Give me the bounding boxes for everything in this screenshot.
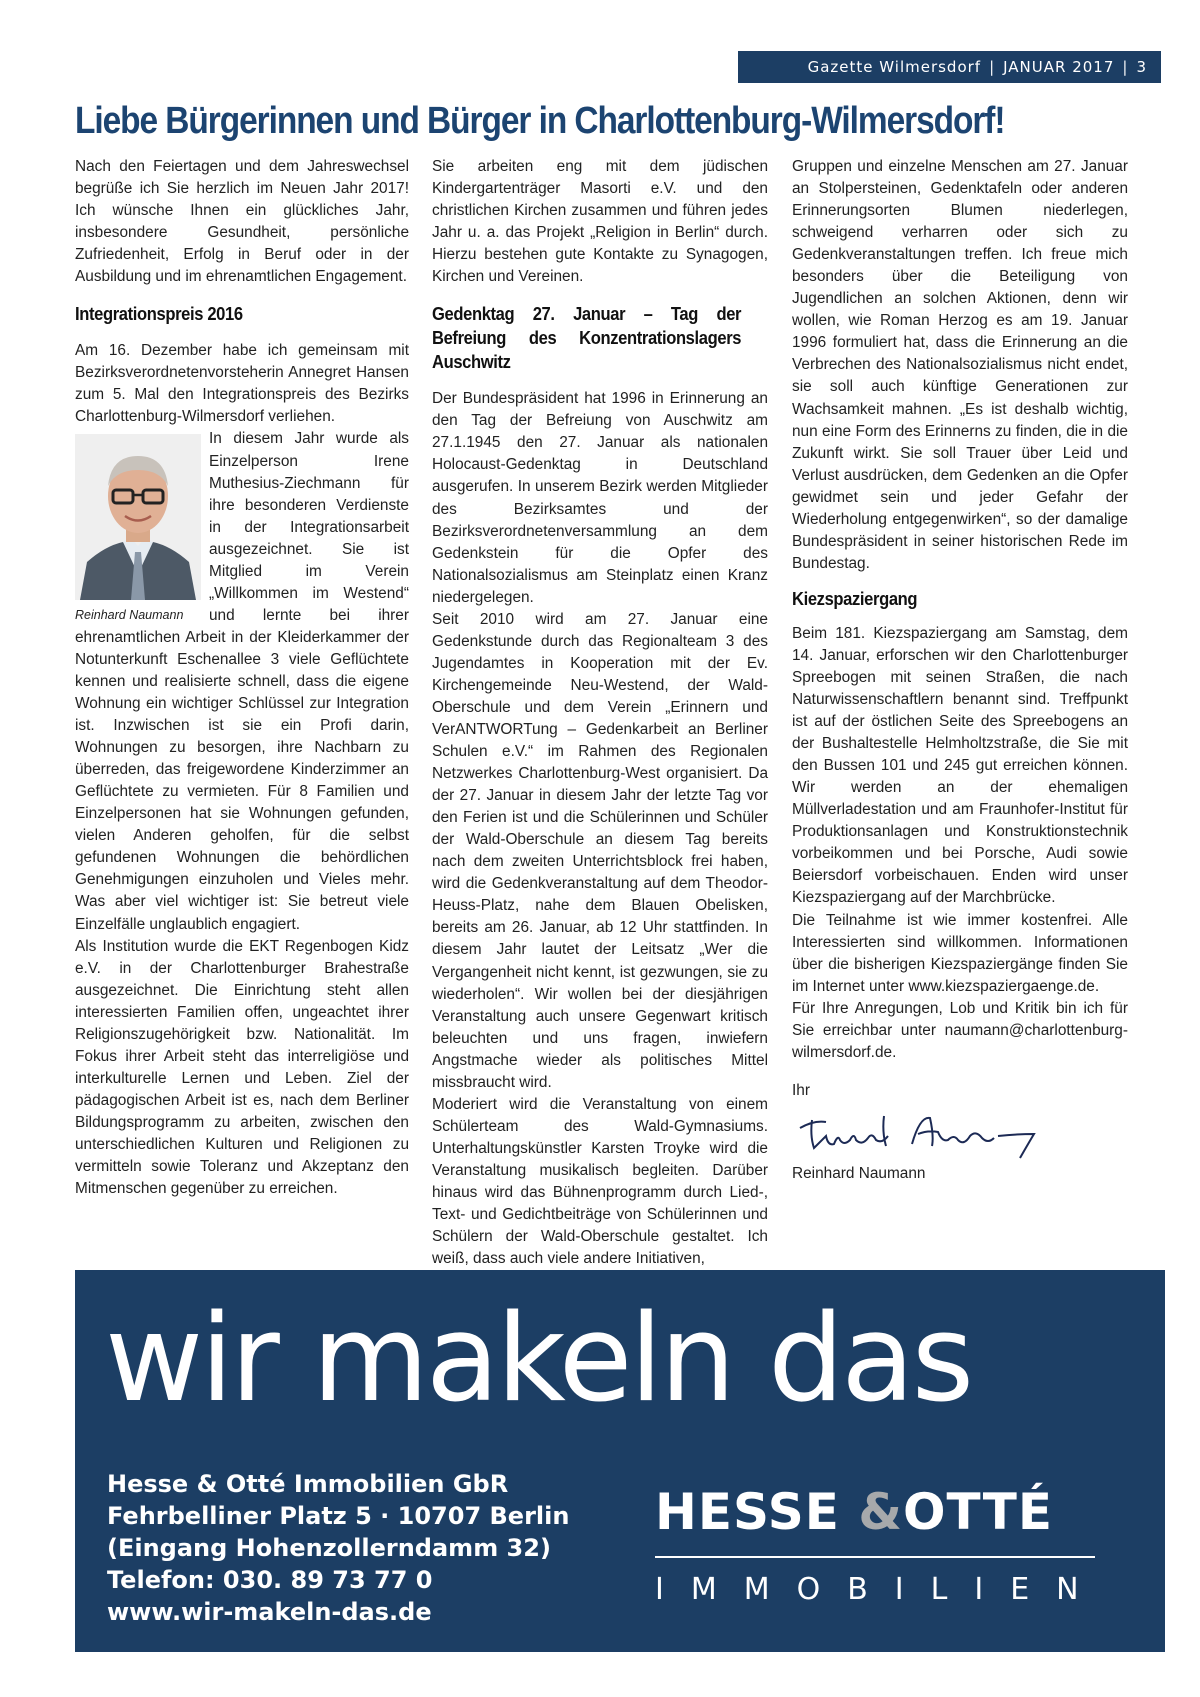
integrationspreis-winner-paragraph: In diesem Jahr wurde als Einzelperson Irene Muthesius-Ziechmann für ihre besonderen Verdienste in der Integrationsarbeit ausgezeichnet. Sie ist Mitglied im Verein „Willkommen im Westend“ und lernte bei ihrer ehrenamtlichen Arbeit in der Kleiderkammer der Notunterkunft Eschenallee 3 viele Geflüchtete kennen und realisierte schnell, dass die eigene Wohnung ein wichtiger Schlüssel zur Integration ist. Inzwischen ist sie ein Profi darin, Wohnungen zu besorgen, ihre Nachbarn zu überreden, das freigewordene Kinderzimmer an Geflüchtete zu vermieten. Für 8 Familien und Einzelpersonen hat sie Wohnungen gefunden, vielen Anderen geholfen, für die selbst gefundenen Wohnungen die behördlichen Genehmigungen einzuholen und Vieles mehr. Was aber viel wichtiger ist: Sie betreut viele Einzelfälle unglaublich engagiert. (75, 430, 409, 933)
closing-text: Ihr (792, 1081, 810, 1099)
handwritten-signature (792, 1106, 1042, 1161)
column-1 (75, 156, 409, 1200)
section-heading-kiezspaziergang: Kiezspaziergang (792, 588, 918, 609)
page-headline: Liebe Bürgerinnen und Bürger in Charlottenburg-Wilmersdorf! (75, 100, 1005, 142)
section-heading-integrationspreis: Integrationspreis 2016 (75, 304, 243, 325)
ad-phone: Telefon: 030. 89 73 77 0 (107, 1566, 433, 1594)
section-heading-gedenktag: Gedenktag 27. Januar – Tag der Befreiung des Konzentrationslagers Auschwitz (432, 304, 742, 373)
ad-address-block (107, 1468, 569, 1628)
logo-ampersand: & (858, 1483, 903, 1541)
teilnahme-paragraph: Die Teilnahme ist wie immer kostenfrei. Alle Interessierten sind willkommen. Informationen über die bisherigen Kiezspaziergänge finden Sie im Internet unter www.kiezspaziergaenge.de. (792, 911, 1128, 995)
ad-company-name: Hesse & Otté Immobilien GbR (107, 1470, 509, 1498)
integrationspreis-institution-paragraph: Als Institution wurde die EKT Regenbogen Kidz e.V. in der Charlottenburger Brahestraße ausgezeichnet. Die Einrichtung steht allen interessierten Familien offen, ungeachtet ihrer Religionszugehörigkeit bzw. Nationalität. Im Fokus ihrer Arbeit steht das interreligiöse und interkulturelle Lernen und Leben. Ziel der pädagogischen Arbeit ist es, nach dem Berliner Bildungsprogramm zu arbeiten, zwischen den unterschiedlichen Kulturen und Religionen zu vermitteln sowie Toleranz und Akzeptanz den Mitmenschen gegenüber zu erreichen. (75, 937, 409, 1198)
signature-block (792, 1080, 1128, 1185)
ad-slogan: wir makeln das (105, 1290, 972, 1429)
author-name: Reinhard Naumann (792, 1164, 926, 1182)
header-separator: | (1122, 58, 1129, 76)
portrait-caption: Reinhard Naumann (75, 608, 184, 623)
column-3 (792, 156, 1128, 1185)
page-number: 3 (1136, 58, 1147, 76)
logo-word-hesse: HESSE (655, 1483, 840, 1541)
kontakt-paragraph: Für Ihre Anregungen, Lob und Kritik bin ich für Sie erreichbar unter naumann@charlottenburg-wilmersdorf.de. (792, 999, 1128, 1061)
moderation-paragraph: Moderiert wird die Veranstaltung von einem Schülerteam des Wald-Gymnasiums. Unterhaltungskünstler Karsten Troyke wird die Veranstaltung musikalisch begleiten. Darüber hinaus wird das Bühnenprogramm durch Lied-, Text- und Gedichtbeiträge von Schülerinnen und Schülern der Wald-Oberschule gestaltet. Ich weiß, dass auch viele andere Initiativen, (432, 1095, 768, 1268)
column-2 (432, 156, 768, 1270)
portrait-figure (75, 434, 201, 624)
ad-entrance-note: (Eingang Hohenzollerndamm 32) (107, 1534, 551, 1562)
gedenkstunde-paragraph: Seit 2010 wird am 27. Januar eine Gedenkstunde durch das Regionalteam 3 des Jugendamtes in Kooperation mit der Ev. Kirchengemeinde Neu-Westend, der Wald-Oberschule und dem Verein „Erinnern und VerANTWORTung – Gedenkarbeit an Berliner Schulen e.V.“ im Rahmen des Regionalen Netzwerkes Charlottenburg-West organisiert. Da der 27. Januar in diesem Jahr der letzte Tag vor den Ferien ist und die Schülerinnen und Schüler der Wald-Oberschule an diesem Tag bereits nach dem zweiten Unterrichtsblock frei haben, wird die Gedenkveranstaltung auf dem Theodor-Heuss-Platz, nahe dem Blauen Obelisken, bereits am 26. Januar, ab 12 Uhr stattfinden. In diesem Jahr lautet der Leitsatz „Wer die Vergangenheit nicht kennt, ist gezwungen, sie zu wiederholen“. Wir wollen bei der diesjährigen Veranstaltung auch unsere Gegenwart kritisch beleuchten und uns fragen, inwiefern Angstmache wieder als politisches Mittel missbraucht wird. (432, 610, 768, 1091)
erinnerung-paragraph: Gruppen und einzelne Menschen am 27. Januar an Stolpersteinen, Gedenktafeln oder anderen Erinnerungsorten Blumen niederlegen, schweigend verharren oder sich zu Gedenkveranstaltungen treffen. Ich freue mich besonders über die Beteiligung von Jugendlichen an solchen Aktionen, denn wir wollen, wie Roman Herzog es am 19. Januar 1996 formuliert hat, dass die Erinnerung an die Verbrechen des Nationalsozialismus nicht endet, sie soll auch künftige Generationen zur Wachsamkeit mahnen. „Es ist deshalb wichtig, nun eine Form des Erinnerns zu finden, die in die Zukunft wirkt. Sie soll Trauer über Leid und Verlust ausdrücken, dem Gedenken an die Opfer gewidmet sein und jeder Gefahr der Wiederholung entgegenwirken“, so der damalige Bundespräsident in seiner historischen Rede im Bundestag. (792, 158, 1128, 572)
portrait-photo (75, 434, 201, 600)
logo-word-otte: OTTÉ (902, 1483, 1053, 1541)
logo-divider (655, 1556, 1095, 1558)
intro-paragraph: Sie arbeiten eng mit dem jüdischen Kindergartenträger Masorti e.V. und den christlichen Kirchen zusammen und führen jedes Jahr u. a. das Projekt „Religion in Berlin“ durch. Hierzu bestehen gute Kontakte zu Synagogen, Kirchen und Vereinen. (432, 158, 768, 286)
publication-name: Gazette Wilmersdorf (807, 58, 982, 76)
company-logo (655, 1483, 1106, 1608)
header-separator: | (989, 58, 996, 76)
integrationspreis-paragraph: Am 16. Dezember habe ich gemeinsam mit Bezirksverordnetenvorsteherin Annegret Hansen zum 5. Mal den Integrationspreis des Bezirks Charlottenburg-Wilmersdorf verliehen. (75, 342, 409, 426)
gedenktag-paragraph: Der Bundespräsident hat 1996 in Erinnerung an den Tag der Befreiung von Auschwitz am 27.1.1945 den 27. Januar als nationalen Holocaust-Gedenktag in Deutschland ausgerufen. In unserem Bezirk werden Mitglieder des Bezirksamtes und der Bezirksverordnetenversammlung an dem Gedenkstein für die Opfer des Nationalsozialismus am Steinplatz einen Kranz niedergelegen. (432, 390, 768, 606)
page-header-bar (738, 51, 1161, 83)
ad-street-address: Fehrbelliner Platz 5 · 10707 Berlin (107, 1502, 570, 1530)
logo-wordmark (655, 1484, 1095, 1540)
kiezspaziergang-paragraph: Beim 181. Kiezspaziergang am Samstag, dem 14. Januar, erforschen wir den Charlottenburger Spreebogen mit seinen Straßen, die nach Naturwissenschaftlern benannt sind. Treffpunkt ist auf der östlichen Seite des Spreebogens an der Bushaltestelle Helmholtzstraße, die Sie mit den Bussen 101 und 245 gut erreichen können. Wir werden an der ehemaligen Müllverladestation und am Fraunhofer-Institut für Produktionsanlagen und Konstruktionstechnik vorbeikommen und bei Porsche, Audi sowie Beiersdorf vorbeischauen. Enden wird unser Kiezspaziergang auf der Marchbrücke. (792, 624, 1128, 907)
intro-paragraph: Nach den Feiertagen und dem Jahreswechsel begrüße ich Sie herzlich im Neuen Jahr 2017! Ich wünsche Ihnen ein glückliches Jahr, insbesondere Gesundheit, persönliche Zufriedenheit, Erfolg in Beruf oder in der Ausbildung und im ehrenamtlichen Engagement. (75, 158, 409, 286)
issue-date: JANUAR 2017 (1003, 58, 1115, 76)
advertisement-banner (75, 1270, 1165, 1652)
ad-website: www.wir-makeln-das.de (107, 1598, 432, 1626)
logo-subtitle: IMMOBILIEN (655, 1572, 1106, 1607)
